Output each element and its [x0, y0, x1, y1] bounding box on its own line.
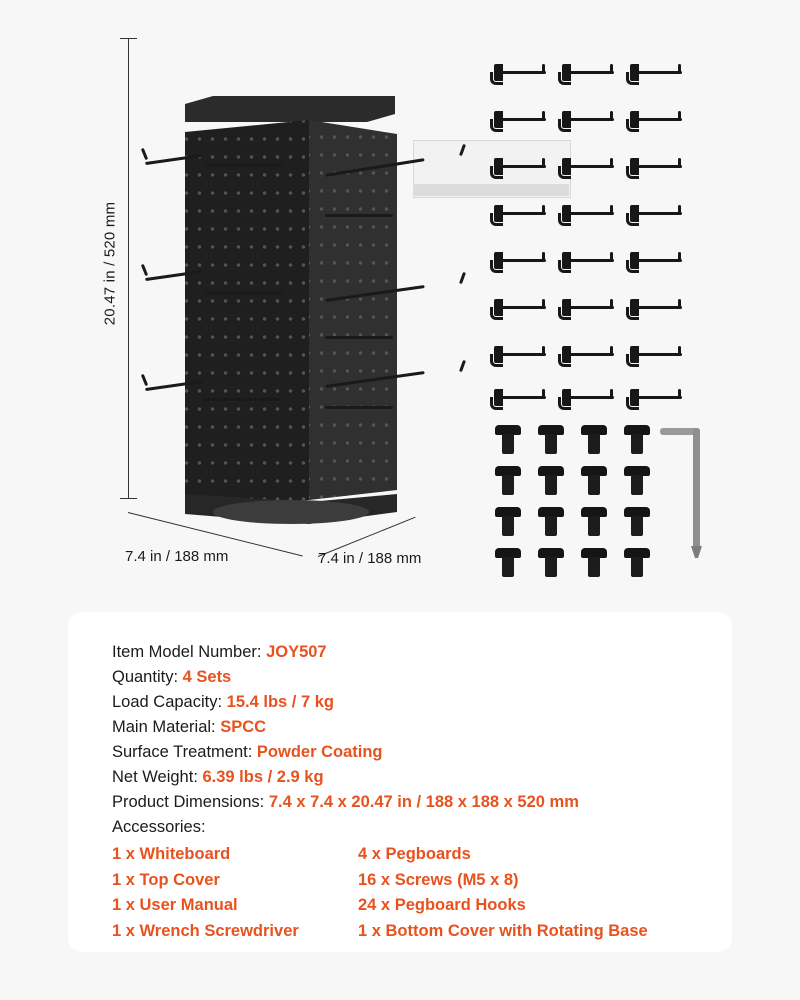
spec-value: 4 Sets	[182, 668, 232, 686]
specification-card	[68, 612, 732, 952]
dimension-label-depth: 7.4 in / 188 mm	[125, 548, 229, 565]
spec-label: Load Capacity:	[112, 693, 227, 711]
pegboard-panel-right	[309, 120, 397, 512]
screw-icon	[581, 507, 607, 537]
pegboard-hook-icon	[558, 201, 614, 227]
accessory-item: 1 x Wrench Screwdriver	[112, 921, 299, 940]
spec-row-model	[112, 640, 732, 665]
screw-icon	[538, 507, 564, 537]
installed-hook-tip	[141, 264, 148, 276]
dimension-label-height: 20.47 in / 520 mm	[101, 201, 119, 326]
pegboard-hook-icon	[626, 154, 682, 180]
spec-row-product-dimensions	[112, 790, 732, 815]
accessory-item: 1 x Bottom Cover with Rotating Base	[358, 921, 648, 940]
screw-icon	[538, 466, 564, 496]
pegboard-hook-icon	[490, 385, 546, 411]
installed-hook	[205, 292, 283, 295]
pegboard-hook-icon	[490, 295, 546, 321]
installed-hook-tip	[459, 360, 466, 372]
spec-label: Net Weight:	[112, 768, 203, 786]
screw-icon	[581, 548, 607, 578]
screw-icon	[624, 548, 650, 578]
installed-hook	[203, 398, 281, 401]
spec-row-main-material	[112, 715, 732, 740]
pegboard-hook-icon	[490, 201, 546, 227]
screw-icon	[624, 425, 650, 455]
spec-row-quantity	[112, 665, 732, 690]
pegboard-hook-icon	[490, 60, 546, 86]
accessories-list	[112, 842, 732, 944]
screw-icon	[624, 466, 650, 496]
pegboard-hook-icon	[626, 201, 682, 227]
spec-value: JOY507	[266, 643, 327, 661]
pegboard-hook-icon	[626, 248, 682, 274]
spec-label: Item Model Number:	[112, 643, 267, 661]
peg-holes-right	[309, 120, 397, 512]
screw-icon	[581, 425, 607, 455]
pegboard-hook-icon	[626, 385, 682, 411]
installed-hook	[205, 164, 283, 167]
spec-value: 15.4 lbs / 7 kg	[226, 693, 334, 711]
whiteboard-base-strip	[413, 184, 569, 196]
pegboard-hook-icon	[626, 107, 682, 133]
installed-hook-tip	[141, 374, 148, 386]
pegboard-hook-icon	[490, 342, 546, 368]
pegboard-hook-icon	[626, 295, 682, 321]
pegboard-hook-icon	[626, 342, 682, 368]
rotating-base	[213, 500, 369, 524]
spec-label: Main Material:	[112, 718, 221, 736]
installed-hook-tip	[141, 148, 148, 160]
accessory-item: 1 x Top Cover	[112, 870, 220, 889]
accessories-heading: Accessories:	[112, 818, 206, 836]
screw-icon	[538, 548, 564, 578]
pegboard-hook-icon	[558, 107, 614, 133]
pegboard-hook-icon	[490, 107, 546, 133]
top-cover	[185, 96, 395, 122]
screw-icon	[538, 425, 564, 455]
peg-holes-left	[185, 120, 309, 512]
spec-value: Powder Coating	[256, 743, 383, 761]
accessory-item: 16 x Screws (M5 x 8)	[358, 870, 519, 889]
installed-hook	[325, 406, 393, 409]
pegboard-hook-icon	[490, 154, 546, 180]
spec-value: 7.4 x 7.4 x 20.47 in / 188 x 188 x 520 mm	[268, 793, 579, 811]
screw-icon	[495, 466, 521, 496]
screw-icon	[495, 425, 521, 455]
spec-label: Product Dimensions:	[112, 793, 269, 811]
dimension-tick-bottom	[120, 498, 137, 499]
pegboard-panel-left	[185, 120, 309, 512]
spec-label: Quantity:	[112, 668, 183, 686]
pegboard-hook-icon	[558, 385, 614, 411]
accessory-item: 1 x User Manual	[112, 896, 238, 914]
installed-hook	[325, 214, 393, 217]
screw-icon	[495, 548, 521, 578]
pegboard-hook-icon	[558, 154, 614, 180]
dimension-line-height	[128, 38, 129, 498]
accessory-item: 24 x Pegboard Hooks	[358, 896, 526, 914]
wrench-screwdriver-icon	[660, 428, 700, 558]
spec-row-net-weight	[112, 765, 732, 790]
pegboard-hook-icon	[558, 60, 614, 86]
pegboard-hook-icon	[558, 295, 614, 321]
pegboard-hook-icon	[626, 60, 682, 86]
pegboard-hook-icon	[558, 342, 614, 368]
accessory-item: 1 x Whiteboard	[112, 845, 231, 863]
dimension-label-width: 7.4 in / 188 mm	[318, 550, 422, 567]
spec-value: SPCC	[220, 718, 267, 736]
pegboard-hook-icon	[490, 248, 546, 274]
screw-icon	[495, 507, 521, 537]
spec-value: 6.39 lbs / 2.9 kg	[202, 768, 324, 786]
screw-icon	[624, 507, 650, 537]
installed-hook	[325, 336, 393, 339]
screw-icon	[581, 466, 607, 496]
installed-hook-tip	[459, 272, 466, 284]
spec-row-load-capacity	[112, 690, 732, 715]
spec-row-surface-treatment	[112, 740, 732, 765]
spec-label: Surface Treatment:	[112, 743, 257, 761]
accessory-item: 4 x Pegboards	[358, 845, 471, 863]
pegboard-hook-icon	[558, 248, 614, 274]
